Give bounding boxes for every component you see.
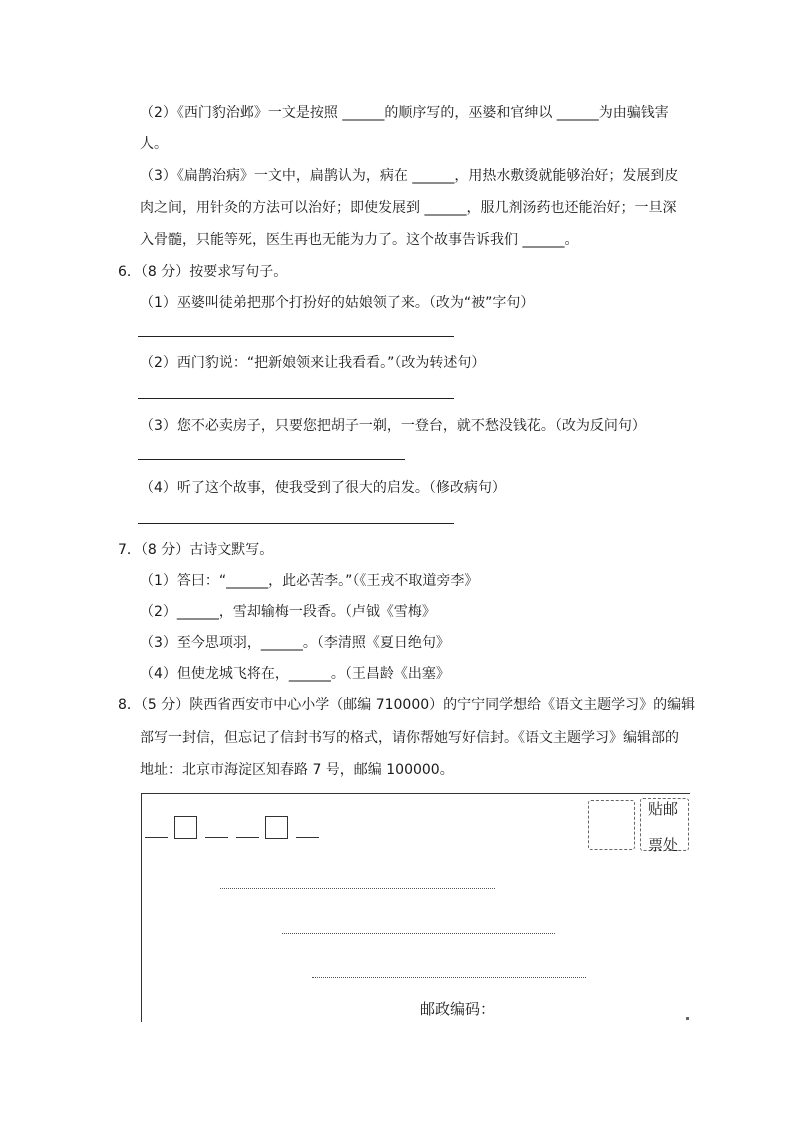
q5-item3-line2: 肉之间，用针灸的方法可以治好；即使发展到 ______，服几剂汤药也还能治好；一旦深: [140, 200, 677, 216]
q8-line-2: 部写一封信，但忘记了信封书写的格式，请你帮她写好信封。《语文主题学习》编辑部的: [140, 730, 679, 746]
postcode-box-4[interactable]: [236, 816, 259, 838]
q6-answer-line-3[interactable]: [138, 459, 405, 460]
q6-title: 6．（8 分）按要求写句子。: [118, 264, 288, 280]
postal-code-label: 邮政编码：: [420, 1000, 496, 1018]
address-line-2[interactable]: [282, 933, 555, 934]
postcode-box-3[interactable]: [205, 816, 228, 838]
q5-item2-line1: （2）《西门豹治邺》一文是按照 ______的顺序写的，巫婆和官绅以 ______为由骗钱害: [140, 105, 669, 121]
postcode-box-2[interactable]: [174, 816, 197, 839]
q7-item-3: （3）至今思项羽，______。（李清照《夏日绝句》: [140, 635, 450, 651]
q6-item-1: （1）巫婆叫徒弟把那个打扮好的姑娘领了来。（改为“被”字句）: [140, 295, 535, 311]
address-line-1[interactable]: [220, 888, 495, 889]
envelope-corner-mark: [686, 1017, 689, 1020]
q7-item-1: （1）答曰：“______，此必苦李。”（《王戎不取道旁李》: [140, 573, 479, 589]
q8-line-1: 8．（5 分）陕西省西安市中心小学（邮编 710000）的宁宁同学想给《语文主题学习》的编辑: [118, 697, 696, 713]
stamp-label-line2: 票处: [648, 836, 679, 854]
q6-item-4: （4）听了这个故事，使我受到了很大的启发。（修改病句）: [140, 480, 506, 496]
q7-title: 7．（8 分）古诗文默写。: [118, 542, 274, 558]
postcode-box-1[interactable]: [145, 816, 168, 838]
q8-line-3: 地址：北京市海淀区知春路 7 号，邮编 100000。: [140, 762, 454, 778]
q6-answer-line-1[interactable]: [138, 336, 454, 337]
q6-item-3: （3）您不必卖房子，只要您把胡子一剃，一登台，就不愁没钱花。（改为反问句）: [140, 418, 646, 434]
q6-item-2: （2）西门豹说：“把新娘领来让我看看。”（改为转述句）: [140, 355, 486, 371]
postcode-box-6[interactable]: [296, 816, 319, 838]
q7-item-4: （4）但使龙城飞将在，______。（王昌龄《出塞》: [140, 666, 450, 682]
q6-answer-line-4[interactable]: [138, 523, 454, 524]
q5-item3-line1: （3）《扁鹊治病》一文中，扁鹊认为，病在 ______，用热水敷烫就能够治好；发展到皮: [140, 168, 679, 184]
stamp-box: [588, 800, 635, 850]
postcode-box-5[interactable]: [265, 816, 288, 839]
q5-item2-line2: 人。: [140, 136, 168, 152]
q5-item3-line3: 入骨髓，只能等死，医生再也无能为力了。这个故事告诉我们 ______。: [140, 232, 579, 248]
stamp-label-line1: 贴邮: [648, 800, 679, 818]
q7-item-2: （2）______，雪却输梅一段香。（卢钺《雪梅》: [140, 604, 436, 620]
q6-answer-line-2[interactable]: [138, 398, 454, 399]
address-line-3[interactable]: [312, 977, 586, 978]
